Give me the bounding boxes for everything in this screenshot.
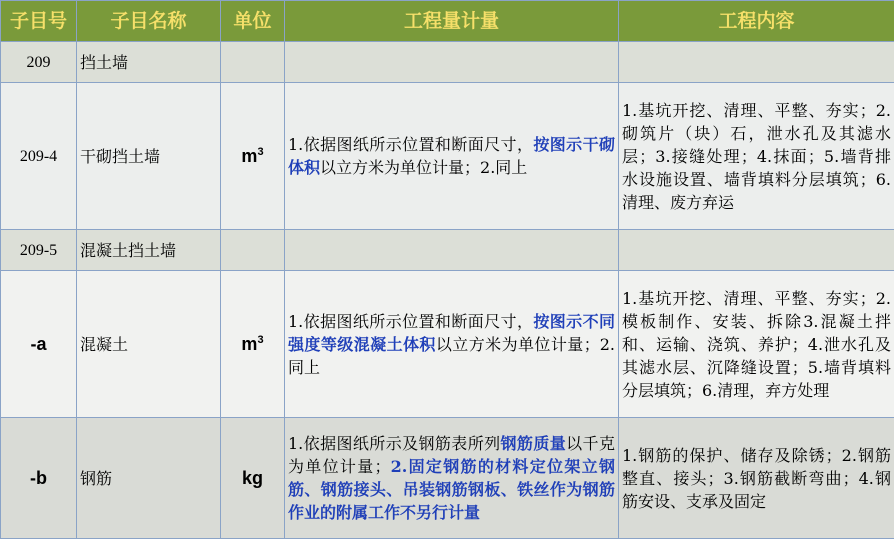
item-unit: kg: [221, 418, 285, 539]
unit-superscript: 3: [257, 333, 264, 346]
item-code: 209-5: [1, 230, 77, 271]
group-row-209: [1, 42, 894, 83]
item-name: 挡土墙: [77, 42, 221, 83]
quantity-text: 以立方米为单位计量；2.同上: [288, 334, 615, 377]
unit-base: m: [241, 333, 258, 354]
item-code: -b: [1, 418, 77, 539]
item-unit: [221, 42, 285, 83]
quantity-text: 以立方米为单位计量；2.同上: [320, 158, 528, 178]
item-work: 1.钢筋的保护、储存及除锈；2.钢筋整直、接头；3.钢筋截断弯曲；4.钢筋安设、支承及固定: [619, 418, 894, 539]
table-row: [1, 418, 894, 539]
item-code: -a: [1, 271, 77, 418]
item-unit: [221, 83, 285, 230]
item-name: 钢筋: [77, 418, 221, 539]
item-quantity: [285, 42, 619, 83]
item-work: [619, 230, 894, 271]
header-quantity: 工程量计量: [285, 1, 619, 42]
item-work: 1.基坑开挖、清理、平整、夯实；2.模板制作、安装、拆除3.混凝土拌和、运输、浇筑、养护；4.泄水孔及其滤水层、沉降缝设置；5.墙背填料分层填筑；6.清理，弃方处理: [619, 271, 894, 418]
item-work: [619, 42, 894, 83]
header-name: 子目名称: [77, 1, 221, 42]
table-row: [1, 271, 894, 418]
item-code: 209: [1, 42, 77, 83]
unit-base: m: [241, 145, 258, 166]
item-quantity: [285, 418, 619, 539]
header-unit: 单位: [221, 1, 285, 42]
quantity-text: 1.依据图纸所示位置和断面尺寸，: [288, 135, 534, 155]
item-name: 混凝土挡土墙: [77, 230, 221, 271]
table-row: [1, 83, 894, 230]
item-quantity: [285, 230, 619, 271]
quantity-text: 以千克为单位计量；: [288, 434, 615, 477]
group-row-209-5: [1, 230, 894, 271]
quantity-highlight: 按图示干砌体积: [288, 135, 615, 178]
item-quantity: [285, 83, 619, 230]
unit-superscript: 3: [257, 145, 264, 158]
item-unit: [221, 230, 285, 271]
header-code: 子目号: [1, 1, 77, 42]
quantity-text: 1.依据图纸所示位置和断面尺寸，: [288, 311, 534, 331]
header-work: 工程内容: [619, 1, 894, 42]
header-row: [1, 1, 894, 42]
item-name: 干砌挡土墙: [77, 83, 221, 230]
item-unit: [221, 271, 285, 418]
quantity-highlight: 钢筋质量: [500, 434, 567, 454]
quantity-highlight: 2.固定钢筋的材料定位架立钢筋、钢筋接头、吊装钢筋钢板、铁丝作为钢筋作业的附属工作不另行计量: [288, 457, 615, 523]
item-code: 209-4: [1, 83, 77, 230]
item-name: 混凝土: [77, 271, 221, 418]
item-work: 1.基坑开挖、清理、平整、夯实；2.砌筑片（块）石，泄水孔及其滤水层；3.接缝处理；4.抹面；5.墙背排水设施设置、墙背填料分层填筑；6.清理、废方弃运: [619, 83, 894, 230]
quantity-highlight: 按图示不同强度等级混凝土体积: [288, 311, 615, 354]
item-quantity: [285, 271, 619, 418]
quantity-text: 1.依据图纸所示及钢筋表所列: [288, 434, 501, 454]
